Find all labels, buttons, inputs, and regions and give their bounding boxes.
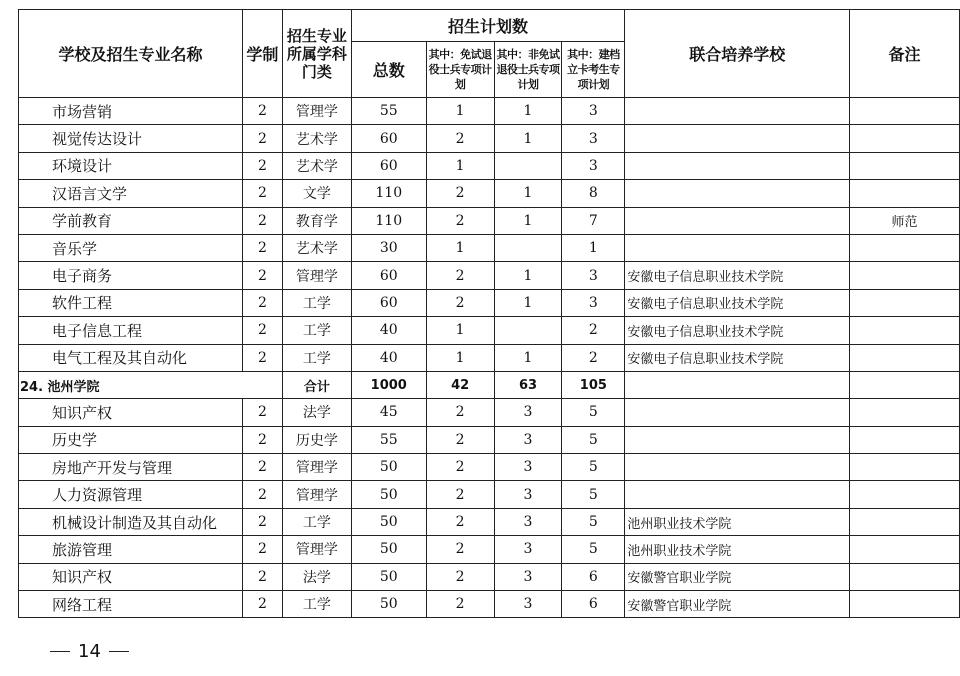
duration-cell: 2 [242,481,282,508]
veteran-exempt-cell: 1 [426,317,494,344]
major-name-cell: 电子商务 [19,262,243,289]
partner-school-cell [625,371,850,398]
total-label: 合计 [282,371,351,398]
remark-cell [850,152,960,179]
discipline-cell: 管理学 [282,481,351,508]
remark-cell [850,234,960,261]
enrollment-plan-table [18,9,960,618]
total-cell: 60 [351,289,426,316]
discipline-cell: 法学 [282,399,351,426]
major-name-cell: 汉语言文学 [19,180,243,207]
school-name: 24. 池州学院 [19,371,283,398]
veteran-nonexempt-cell [494,317,562,344]
table-row [19,591,960,618]
header-poverty: 其中：建档立卡考生专项计划 [562,42,625,98]
major-name-cell: 机械设计制造及其自动化 [19,508,243,535]
total-cell: 110 [351,180,426,207]
poverty-cell: 1 [562,234,625,261]
veteran-nonexempt-cell: 3 [494,563,562,590]
poverty-cell: 3 [562,125,625,152]
total-cell: 40 [351,317,426,344]
total-cell: 55 [351,98,426,125]
partner-school-cell: 安徽电子信息职业技术学院 [625,289,850,316]
school-poverty: 105 [562,371,625,398]
veteran-exempt-cell: 1 [426,234,494,261]
discipline-cell: 工学 [282,289,351,316]
discipline-cell: 工学 [282,508,351,535]
partner-school-cell [625,98,850,125]
veteran-nonexempt-cell: 3 [494,481,562,508]
partner-school-cell [625,426,850,453]
major-name-cell: 软件工程 [19,289,243,316]
discipline-cell: 工学 [282,317,351,344]
table-row [19,399,960,426]
header-plan: 招生计划数 [351,10,625,42]
total-cell: 40 [351,344,426,371]
discipline-cell: 历史学 [282,426,351,453]
total-cell: 45 [351,399,426,426]
header-discipline: 招生专业所属学科门类 [282,10,351,98]
major-name-cell: 房地产开发与管理 [19,454,243,481]
remark-cell [850,426,960,453]
discipline-cell: 艺术学 [282,125,351,152]
partner-school-cell [625,207,850,234]
veteran-nonexempt-cell: 3 [494,536,562,563]
veteran-exempt-cell: 1 [426,344,494,371]
veteran-nonexempt-cell [494,234,562,261]
total-cell: 110 [351,207,426,234]
duration-cell: 2 [242,508,282,535]
major-name-cell: 网络工程 [19,591,243,618]
poverty-cell: 5 [562,536,625,563]
total-cell: 60 [351,125,426,152]
header-veteran-nonexempt: 其中：非免试退役士兵专项计划 [494,42,562,98]
veteran-exempt-cell: 2 [426,591,494,618]
total-cell: 50 [351,591,426,618]
veteran-exempt-cell: 1 [426,152,494,179]
footer-dash-left [50,651,70,653]
remark-cell [850,289,960,316]
veteran-nonexempt-cell [494,152,562,179]
veteran-nonexempt-cell: 1 [494,207,562,234]
table-row [19,262,960,289]
duration-cell: 2 [242,454,282,481]
table-row [19,98,960,125]
total-cell: 55 [351,426,426,453]
duration-cell: 2 [242,125,282,152]
veteran-exempt-cell: 2 [426,426,494,453]
veteran-exempt-cell: 2 [426,125,494,152]
poverty-cell: 3 [562,262,625,289]
total-cell: 50 [351,481,426,508]
major-name-cell: 电子信息工程 [19,317,243,344]
poverty-cell: 5 [562,454,625,481]
remark-cell [850,536,960,563]
poverty-cell: 3 [562,289,625,316]
table-row [19,344,960,371]
table-row [19,289,960,316]
discipline-cell: 管理学 [282,454,351,481]
major-name-cell: 学前教育 [19,207,243,234]
poverty-cell: 2 [562,317,625,344]
table-row [19,234,960,261]
discipline-cell: 工学 [282,591,351,618]
poverty-cell: 3 [562,152,625,179]
discipline-cell: 工学 [282,344,351,371]
discipline-cell: 艺术学 [282,152,351,179]
discipline-cell: 艺术学 [282,234,351,261]
duration-cell: 2 [242,344,282,371]
table-row [19,426,960,453]
table-row [19,125,960,152]
table-row [19,563,960,590]
remark-cell [850,591,960,618]
duration-cell: 2 [242,207,282,234]
school-total: 1000 [351,371,426,398]
total-cell: 50 [351,508,426,535]
table-row [19,536,960,563]
partner-school-cell: 安徽电子信息职业技术学院 [625,262,850,289]
partner-school-cell: 池州职业技术学院 [625,508,850,535]
remark-cell [850,125,960,152]
partner-school-cell: 安徽警官职业学院 [625,563,850,590]
poverty-cell: 5 [562,399,625,426]
remark-cell [850,262,960,289]
major-name-cell: 电气工程及其自动化 [19,344,243,371]
remark-cell [850,371,960,398]
veteran-exempt-cell: 2 [426,399,494,426]
discipline-cell: 法学 [282,563,351,590]
veteran-nonexempt-cell: 1 [494,180,562,207]
remark-cell [850,563,960,590]
total-cell: 50 [351,454,426,481]
header-duration: 学制 [242,10,282,98]
table-row [19,317,960,344]
partner-school-cell [625,125,850,152]
remark-cell [850,180,960,207]
veteran-exempt-cell: 2 [426,180,494,207]
partner-school-cell [625,152,850,179]
header-veteran-exempt: 其中：免试退役士兵专项计划 [426,42,494,98]
partner-school-cell [625,399,850,426]
major-name-cell: 视觉传达设计 [19,125,243,152]
veteran-exempt-cell: 2 [426,508,494,535]
poverty-cell: 7 [562,207,625,234]
veteran-exempt-cell: 2 [426,289,494,316]
major-name-cell: 知识产权 [19,399,243,426]
major-name-cell: 历史学 [19,426,243,453]
poverty-cell: 2 [562,344,625,371]
header-remark: 备注 [850,10,960,98]
veteran-nonexempt-cell: 3 [494,454,562,481]
poverty-cell: 6 [562,591,625,618]
veteran-nonexempt-cell: 3 [494,508,562,535]
duration-cell: 2 [242,563,282,590]
major-name-cell: 市场营销 [19,98,243,125]
header-partner: 联合培养学校 [625,10,850,98]
total-cell: 60 [351,262,426,289]
discipline-cell: 管理学 [282,536,351,563]
veteran-exempt-cell: 2 [426,563,494,590]
duration-cell: 2 [242,234,282,261]
veteran-nonexempt-cell: 3 [494,426,562,453]
page-footer [42,641,137,662]
total-cell: 60 [351,152,426,179]
partner-school-cell: 安徽警官职业学院 [625,591,850,618]
discipline-cell: 管理学 [282,262,351,289]
total-cell: 50 [351,563,426,590]
veteran-exempt-cell: 2 [426,262,494,289]
veteran-nonexempt-cell: 1 [494,125,562,152]
veteran-nonexempt-cell: 3 [494,399,562,426]
partner-school-cell: 池州职业技术学院 [625,536,850,563]
table-row [19,508,960,535]
duration-cell: 2 [242,180,282,207]
veteran-nonexempt-cell: 3 [494,591,562,618]
header-total: 总数 [351,42,426,98]
poverty-cell: 6 [562,563,625,590]
duration-cell: 2 [242,426,282,453]
footer-dash-right [109,651,129,653]
duration-cell: 2 [242,399,282,426]
remark-cell [850,317,960,344]
partner-school-cell [625,234,850,261]
partner-school-cell [625,180,850,207]
poverty-cell: 5 [562,481,625,508]
discipline-cell: 管理学 [282,98,351,125]
poverty-cell: 3 [562,98,625,125]
duration-cell: 2 [242,317,282,344]
partner-school-cell [625,454,850,481]
school-veteran-nonexempt: 63 [494,371,562,398]
veteran-exempt-cell: 2 [426,481,494,508]
remark-cell [850,344,960,371]
veteran-nonexempt-cell: 1 [494,289,562,316]
poverty-cell: 8 [562,180,625,207]
header-school-major: 学校及招生专业名称 [19,10,243,98]
duration-cell: 2 [242,98,282,125]
remark-cell [850,98,960,125]
veteran-exempt-cell: 2 [426,536,494,563]
table-body [19,98,960,618]
table-row [19,152,960,179]
major-name-cell: 环境设计 [19,152,243,179]
duration-cell: 2 [242,536,282,563]
remark-cell [850,399,960,426]
major-name-cell: 音乐学 [19,234,243,261]
major-name-cell: 人力资源管理 [19,481,243,508]
discipline-cell: 教育学 [282,207,351,234]
veteran-nonexempt-cell: 1 [494,98,562,125]
remark-cell [850,481,960,508]
remark-cell [850,508,960,535]
duration-cell: 2 [242,591,282,618]
school-total-row [19,371,960,398]
discipline-cell: 文学 [282,180,351,207]
partner-school-cell [625,481,850,508]
duration-cell: 2 [242,262,282,289]
table-row [19,180,960,207]
poverty-cell: 5 [562,508,625,535]
major-name-cell: 旅游管理 [19,536,243,563]
veteran-exempt-cell: 2 [426,454,494,481]
total-cell: 30 [351,234,426,261]
veteran-nonexempt-cell: 1 [494,344,562,371]
table-header [19,10,960,98]
duration-cell: 2 [242,152,282,179]
partner-school-cell: 安徽电子信息职业技术学院 [625,344,850,371]
school-veteran-exempt: 42 [426,371,494,398]
page-number: 14 [78,641,101,662]
total-cell: 50 [351,536,426,563]
veteran-exempt-cell: 2 [426,207,494,234]
duration-cell: 2 [242,289,282,316]
table-row [19,481,960,508]
table-row [19,454,960,481]
partner-school-cell: 安徽电子信息职业技术学院 [625,317,850,344]
major-name-cell: 知识产权 [19,563,243,590]
poverty-cell: 5 [562,426,625,453]
table-row [19,207,960,234]
remark-cell: 师范 [850,207,960,234]
veteran-nonexempt-cell: 1 [494,262,562,289]
veteran-exempt-cell: 1 [426,98,494,125]
remark-cell [850,454,960,481]
